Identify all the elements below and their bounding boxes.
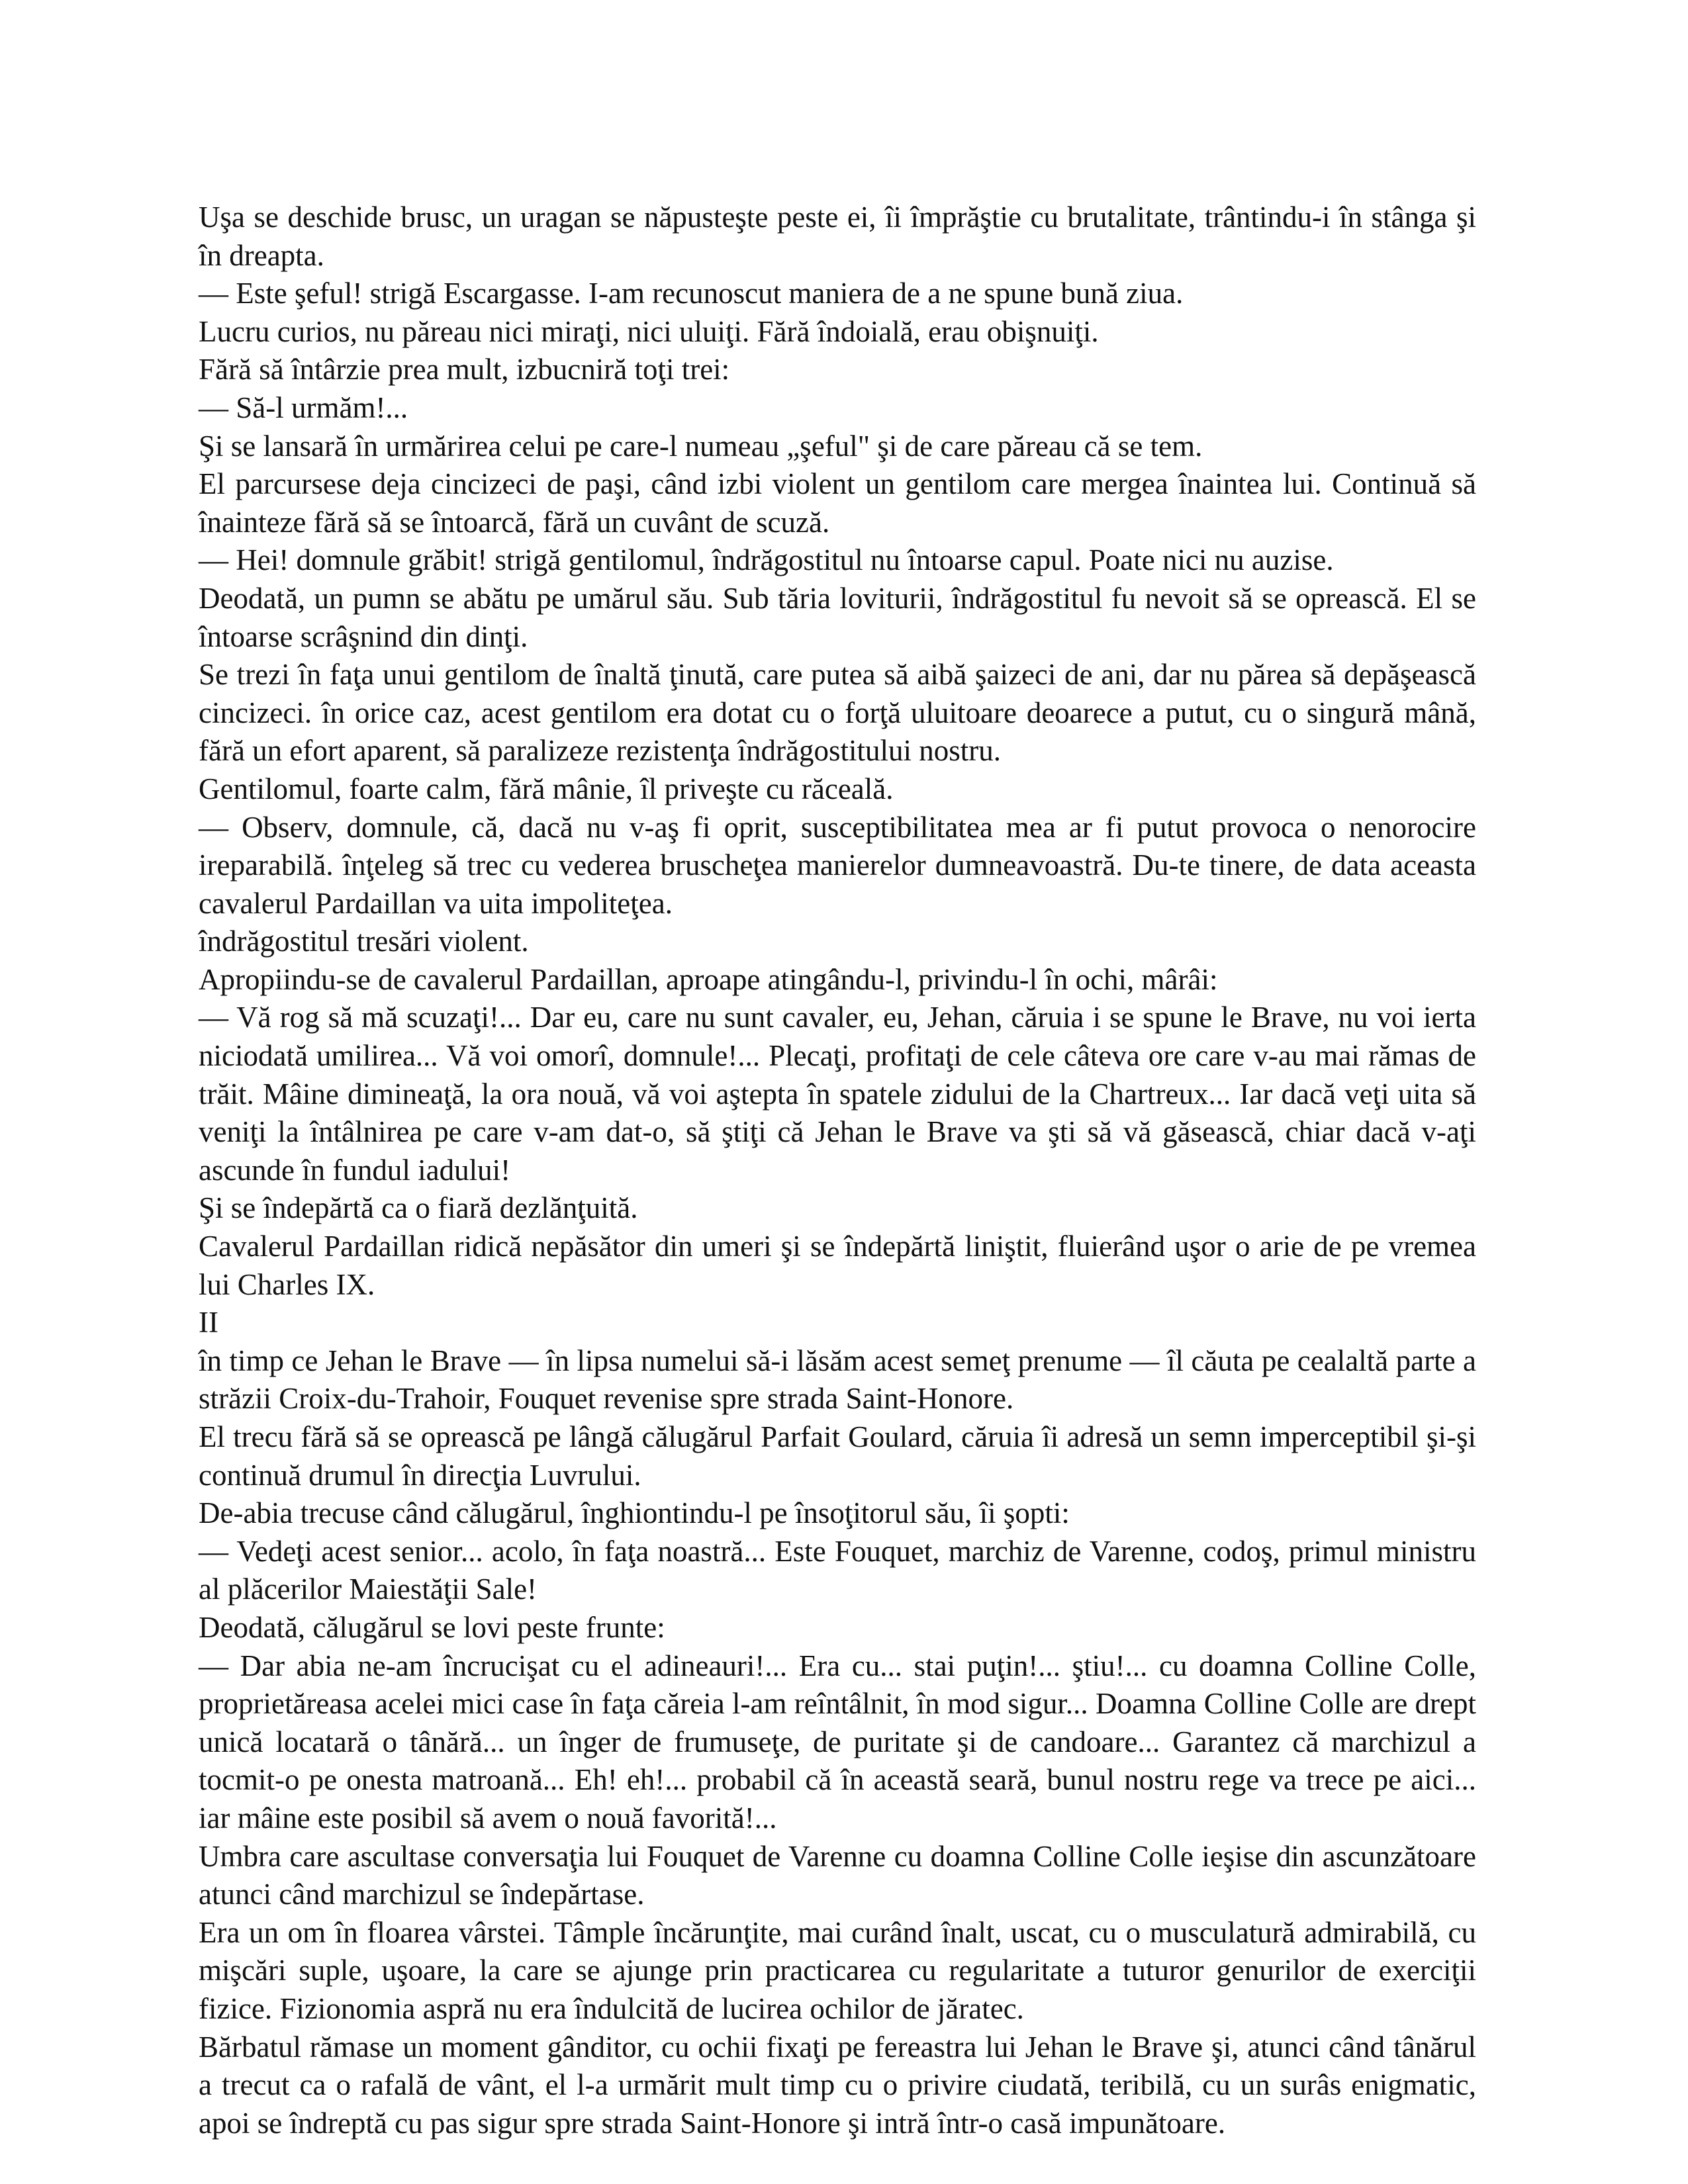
dialogue-line: — Observ, domnule, că, dacă nu v-aş fi oprit, susceptibilitatea mea ar fi putut provoca o nenorocire ireparabilă. înţeleg să trec cu vederea bruscheţea manierelor dumneavoastră. Du-te tinere, de data aceasta cavalerul Pardaillan va uita impoliteţea. <box>199 810 1476 920</box>
paragraph: Se trezi în faţa unui gentilom de înaltă ţinută, care putea să aibă şaizeci de ani, dar nu părea să depăşească cincizeci. în orice caz, acest gentilom era dotat cu o forţă uluitoare deoarece a putut, cu o singură mână, fără un efort aparent, să paralizeze rezistenţa îndrăgostitului nostru. <box>199 658 1476 768</box>
paragraph: Era un om în floarea vârstei. Tâmple încărunţite, mai curând înalt, uscat, cu o musculatură admirabilă, cu mişcări suple, uşoare, la care se ajunge prin practicarea cu regularitate a tuturor genurilor de exerciţii fizice. Fizionomia aspră nu era îndulcită de lucirea ochilor de jăratec. <box>199 1915 1476 2025</box>
paragraph: Şi se îndepărtă ca o fiară dezlănţuită. <box>199 1191 638 1225</box>
paragraph: Apropiindu-se de cavalerul Pardaillan, aproape atingându-l, privindu-l în ochi, mârâi: <box>199 962 1218 996</box>
paragraph: El trecu fără să se oprească pe lângă călugărul Parfait Goulard, căruia îi adresă un semn imperceptibil şi-şi continuă drumul în direcţia Luvrului. <box>199 1420 1476 1492</box>
paragraph: Cavalerul Pardaillan ridică nepăsător din umeri şi se îndepărtă liniştit, fluierând uşor o arie de pe vremea lui Charles IX. <box>199 1230 1476 1301</box>
paragraph: El parcursese deja cincizeci de paşi, când izbi violent un gentilom care mergea înaintea lui. Continuă să înainteze fără să se întoarcă, fără un cuvânt de scuză. <box>199 467 1476 539</box>
paragraph: De-abia trecuse când călugărul, înghiontindu-l pe însoţitorul său, îi şopti: <box>199 1496 1070 1530</box>
dialogue-line: — Vă rog să mă scuzaţi!... Dar eu, care nu sunt cavaler, eu, Jehan, căruia i se spune le Brave, nu voi ierta niciodată umilirea... Vă voi omorî, domnule!... Plecaţi, profitaţi de cele câteva ore care v-au mai rămas de trăit. Mâine dimineaţă, la ora nouă, vă voi aştepta în spatele zidului de la Chartreux... Iar dacă veţi uita să veniţi la întâlnirea pe care v-am dat-o, să ştiţi că Jehan le Brave va şti să vă găsească, chiar dacă v-aţi ascunde în fundul iadului! <box>199 1001 1476 1187</box>
paragraph: în timp ce Jehan le Brave — în lipsa numelui să-i lăsăm acest semeţ prenume — îl căuta pe cealaltă parte a străzii Croix-du-Trahoir, Fouquet revenise spre strada Saint-Honore. <box>199 1343 1476 1416</box>
dialogue-line: — Hei! domnule grăbit! strigă gentilomul, îndrăgostitul nu întoarse capul. Poate nici nu auzise. <box>199 543 1334 577</box>
dialogue-line: — Dar abia ne-am încrucişat cu el adineauri!... Era cu... stai puţin!... ştiu!... cu doamna Colline Colle, proprietăreasa acelei mici case în faţa căreia l-am reîntâlnit, în mod sigur... Doamna Colline Colle are drept unică locatară o tânără... un înger de frumuseţe, de puritate şi de candoare... Garantez că marchizul a tocmit-o pe onesta matroană... Eh! eh!... probabil că în această seară, bunul nostru rege va trece pe aici... iar mâine este posibil să avem o nouă favorită!... <box>199 1649 1476 1835</box>
dialogue-line: — Să-l urmăm!... <box>199 390 408 424</box>
dialogue-line: — Vedeţi acest senior... acolo, în faţa noastră... Este Fouquet, marchiz de Varenne, codoş, primul ministru al plăcerilor Maiestăţii Sale! <box>199 1534 1476 1606</box>
paragraph: Şi se lansară în urmărirea celui pe care-l numeau „şeful" şi de care păreau că se tem. <box>199 429 1203 463</box>
paragraph: îndrăgostitul tresări violent. <box>199 925 529 958</box>
paragraph: Bărbatul rămase un moment gânditor, cu ochii fixaţi pe fereastra lui Jehan le Brave şi, atunci când tânărul a trecut ca o rafală de vânt, el l-a urmărit mult timp cu o privire ciudată, teribilă, cu un surâs enigmatic, apoi se îndreptă cu pas sigur spre strada Saint-Honore şi intră într-o casă impunătoare. <box>199 2030 1476 2140</box>
paragraph: Deodată, un pumn se abătu pe umărul său. Sub tăria loviturii, îndrăgostitul fu nevoit să se oprească. El se întoarse scrâşnind din dinţi. <box>199 581 1476 653</box>
paragraph: Deodată, călugărul se lovi peste frunte: <box>199 1610 665 1644</box>
document-page <box>199 199 1476 2142</box>
dialogue-line: — Este şeful! strigă Escargasse. I-am recunoscut maniera de a ne spune bună ziua. <box>199 277 1184 310</box>
chapter-heading: II <box>199 1306 218 1340</box>
paragraph: Lucru curios, nu păreau nici miraţi, nici uluiţi. Fără îndoială, erau obişnuiţi. <box>199 314 1099 348</box>
paragraph: Uşa se deschide brusc, un uragan se năpusteşte peste ei, îi împrăştie cu brutalitate, trântindu-i în stânga şi în dreapta. <box>199 201 1476 272</box>
paragraph: Fără să întârzie prea mult, izbucniră toţi trei: <box>199 353 730 387</box>
paragraph: Umbra care ascultase conversaţia lui Fouquet de Varenne cu doamna Colline Colle ieşise din ascunzătoare atunci când marchizul se îndepărtase. <box>199 1839 1476 1911</box>
paragraph: Gentilomul, foarte calm, fără mânie, îl priveşte cu răceală. <box>199 772 894 805</box>
